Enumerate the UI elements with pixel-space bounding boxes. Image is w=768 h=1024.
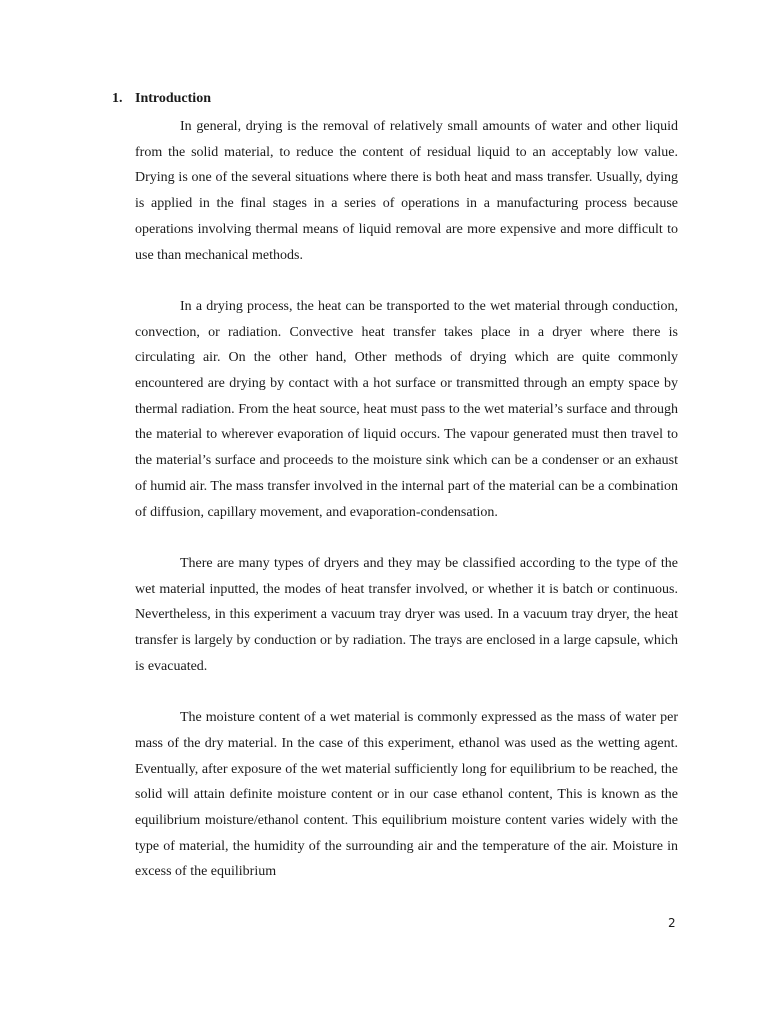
paragraph-drying-definition: In general, drying is the removal of relatively small amounts of water and other liquid from the solid material, to reduce the content of residual liquid to an acceptably low value. Drying is one of the several situations where there is both heat and mass transfer. Usually, dying is applied in the final stages in a series of operations in a manufacturing process because operations involving thermal means of liquid removal are more expensive and more difficult to use than mechanical methods.	[135, 119, 678, 263]
page-number: 2	[668, 916, 676, 930]
section-number: 1.	[112, 91, 123, 106]
paragraph-dryer-types: There are many types of dryers and they may be classified according to the type of the wet material inputted, the modes of heat transfer involved, or whether it is batch or continuous. Nevertheless, in this experiment a vacuum tray dryer was used. In a vacuum tray dryer, the heat transfer is largely by conduction or by radiation. The trays are enclosed in a large capsule, which is evacuated.	[135, 555, 678, 674]
paragraph-moisture-content: The moisture content of a wet material is commonly expressed as the mass of water per mass of the dry material. In the case of this experiment, ethanol was used as the wetting agent. Eventually, after exposure of the wet material sufficiently long for equilibrium to be reached, the solid will attain definite moisture content or in our case ethanol content, This is known as the equilibrium moisture/ethanol content. This equilibrium moisture content varies widely with the type of material, the humidity of the surrounding air and the temperature of the air. Moisture in excess of the equilibrium	[135, 710, 678, 880]
section-heading	[112, 89, 211, 109]
section-title: Introduction	[135, 91, 211, 106]
paragraph-heat-transport: In a drying process, the heat can be transported to the wet material through conduction, convection, or radiation. Convective heat transfer takes place in a dryer where there is circulating air. On the other hand, Other methods of drying which are quite commonly encountered are drying by contact with a hot surface or transmitted through an empty space by thermal radiation. From the heat source, heat must pass to the wet material’s surface and through the material to wherever evaporation of liquid occurs. The vapour generated must then travel to the material’s surface and proceeds to the moisture sink which can be a condenser or an exhaust of humid air. The mass transfer involved in the internal part of the material can be a combination of diffusion, capillary movement, and evaporation-condensation.	[135, 298, 678, 520]
body-text	[135, 114, 678, 885]
